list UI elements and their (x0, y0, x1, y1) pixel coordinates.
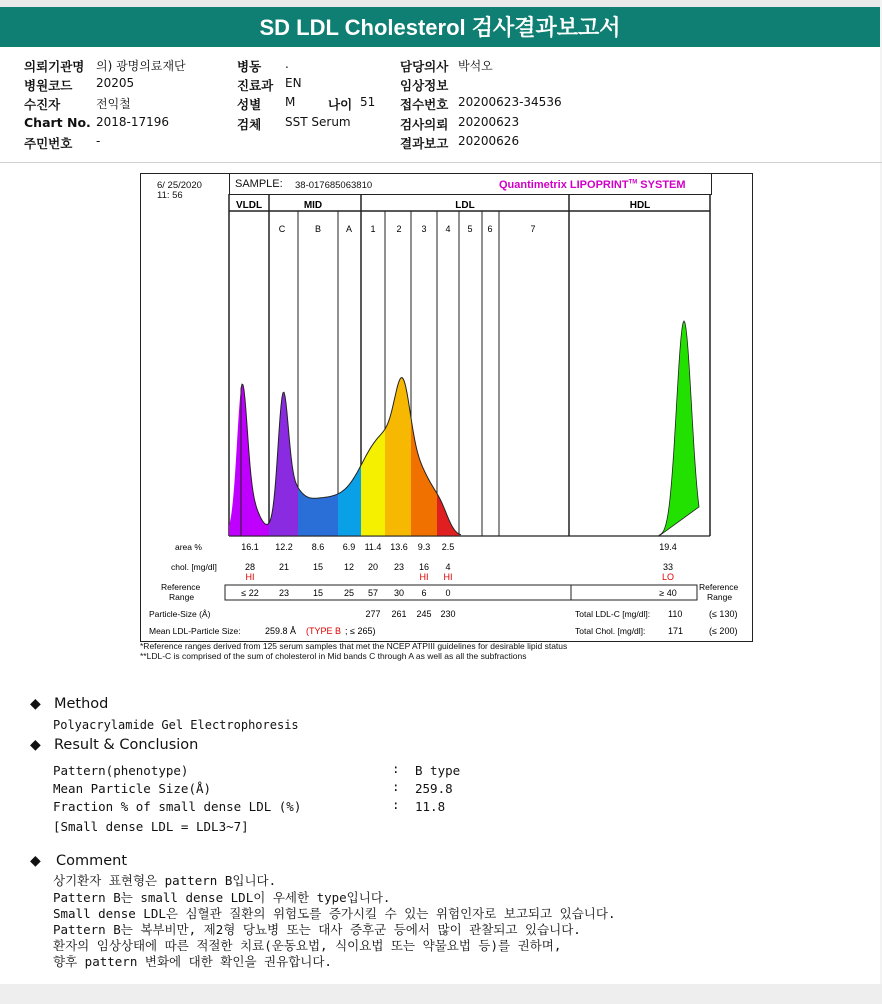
ref-value: ≤ 22 (241, 588, 259, 598)
result-label-size: Mean Particle Size(Å) (53, 781, 212, 796)
ref-value: 25 (343, 588, 355, 598)
label-chart-no: Chart No. (24, 115, 91, 130)
area-value: 11.4 (364, 542, 382, 552)
comment-bullet-icon: ◆ (30, 853, 41, 869)
area-value: 13.6 (390, 542, 408, 552)
brand-name: Quantimetrix LIPOPRINT (499, 179, 629, 191)
chol-value: 15 (312, 562, 324, 572)
value-chart-no: 2018-17196 (96, 115, 170, 129)
value-request-date: 20200623 (458, 115, 520, 129)
result-bullet-icon: ◆ (30, 737, 41, 753)
lipoprint-report (140, 173, 753, 642)
flag-lo: LO (661, 572, 675, 582)
footnote-reference-ranges: *Reference ranges derived from 125 serum samples that met the NCEP ATPIII guidelines for desirable lipid status (140, 641, 568, 651)
comment-line-3: Small dense LDL은 심혈관 질환의 위험도를 증가시킬 수 있는 위험인자로 보고되고 있습니다. (53, 906, 616, 921)
peak-fill-segment (338, 465, 361, 536)
band-label-4: 4 (445, 224, 451, 234)
chol-value: 23 (393, 562, 405, 572)
result-sep-size: : (392, 779, 400, 794)
value-receipt-no: 20200623-34536 (458, 95, 562, 109)
comment-line-6: 향후 pattern 변화에 대한 확인을 권유합니다. (53, 954, 332, 969)
page-footer-strip (0, 984, 882, 1004)
chol-value: 20 (367, 562, 379, 572)
band-label-a: A (345, 224, 353, 234)
group-label-ldl: LDL (455, 200, 475, 211)
particle-size-value: 277 (365, 609, 381, 619)
mean-ldl-size: 259.8 Å (265, 626, 297, 636)
peak-fill-segment (385, 378, 411, 536)
report-date: 6/ 25/2020 (157, 180, 202, 191)
area-value: 8.6 (311, 542, 325, 552)
mean-ldl-ref: ; ≤ 265) (345, 626, 376, 636)
area-value: 16.1 (241, 542, 259, 552)
chol-value: 21 (278, 562, 290, 572)
chol-value: 33 (662, 562, 674, 572)
label-report-date: 결과보고 (400, 136, 449, 151)
label-age: 나이 (328, 97, 353, 112)
group-label-hdl: HDL (629, 200, 651, 211)
flag-hi: HI (245, 572, 255, 582)
row-label-psize: Particle-Size (Å) (149, 609, 211, 619)
result-value-pattern: B type (415, 763, 461, 778)
label-department: 진료과 (237, 78, 274, 93)
method-heading: Method (54, 696, 109, 712)
ref-value: ≥ 40 (659, 588, 677, 598)
group-label-vldl: VLDL (235, 200, 263, 211)
total-ldl-label: Total LDL-C [mg/dl]: (575, 609, 651, 619)
ref-value: 23 (278, 588, 290, 598)
row-label-mean: Mean LDL-Particle Size: (149, 626, 241, 636)
value-ward: . (285, 57, 289, 71)
value-patient-name: 전익철 (96, 97, 131, 111)
flag-hi: HI (443, 572, 453, 582)
ref-right-label1: Reference (699, 582, 739, 592)
chol-value: 4 (445, 562, 451, 572)
label-institution: 의뢰기관명 (24, 59, 85, 74)
value-sex: M (285, 95, 296, 109)
brand-tm: TM (628, 179, 638, 186)
value-resident-no: - (96, 134, 101, 148)
value-institution: 의) 광명의료재단 (96, 59, 186, 73)
area-value: 9.3 (417, 542, 431, 552)
band-label-5: 5 (467, 224, 473, 234)
band-label-6: 6 (487, 224, 493, 234)
flag-hi: HI (419, 572, 429, 582)
label-request-date: 검사의뢰 (400, 117, 449, 132)
report-time: 11: 56 (157, 190, 183, 201)
label-ward: 병동 (237, 59, 262, 74)
band-label-1: 1 (370, 224, 376, 234)
result-sep-fraction: : (392, 797, 400, 812)
label-resident-no: 주민번호 (24, 136, 73, 151)
method-bullet-icon: ◆ (30, 696, 41, 712)
band-label-7: 7 (530, 224, 536, 234)
value-specimen: SST Serum (285, 115, 351, 129)
comment-line-1: 상기환자 표현형은 pattern B입니다. (53, 873, 277, 888)
value-department: EN (285, 76, 302, 90)
electrophoresis-chart (141, 174, 752, 641)
chol-value: 16 (418, 562, 430, 572)
peak-fill-segment (229, 384, 269, 536)
total-chol-value: 171 (668, 626, 684, 636)
particle-size-value: 261 (391, 609, 407, 619)
row-label-ref2: Range (169, 592, 195, 602)
value-physician: 박석오 (458, 59, 493, 73)
area-value: 2.5 (441, 542, 455, 552)
value-report-date: 20200626 (458, 134, 520, 148)
label-patient-name: 수진자 (24, 97, 61, 112)
row-label-ref1: Reference (161, 582, 201, 592)
result-value-size: 259.8 (415, 781, 453, 796)
window-top-strip (0, 0, 882, 7)
method-text: Polyacrylamide Gel Electrophoresis (53, 718, 299, 732)
ref-value: 57 (367, 588, 379, 598)
result-heading: Result & Conclusion (54, 737, 199, 753)
ref-right-label2: Range (707, 592, 733, 602)
result-note: [Small dense LDL = LDL3~7] (53, 819, 249, 834)
label-physician: 담당의사 (400, 59, 449, 74)
band-label-b: B (314, 224, 322, 234)
peak-fill-segment (411, 418, 437, 536)
report-title: SD LDL Cholesterol 검사결과보고서 (0, 7, 880, 47)
result-label-pattern: Pattern(phenotype) (53, 763, 189, 778)
ref-value: 0 (445, 588, 451, 598)
label-clinical-info: 임상정보 (400, 78, 449, 93)
label-receipt-no: 접수번호 (400, 97, 449, 112)
brand-suffix: SYSTEM (637, 179, 686, 191)
footnote-ldl-c: **LDL-C is comprised of the sum of cholesterol in Mid bands C through A as well as all the subfractions (140, 651, 527, 661)
result-value-fraction: 11.8 (415, 799, 446, 814)
chol-value: 28 (244, 562, 256, 572)
mean-ldl-type: (TYPE B (306, 626, 342, 636)
area-value: 6.9 (342, 542, 356, 552)
total-ldl-ref: (≤ 130) (709, 609, 738, 619)
total-ldl-value: 110 (668, 609, 683, 619)
chol-value: 12 (343, 562, 355, 572)
label-specimen: 검체 (237, 117, 262, 132)
comment-line-2: Pattern B는 small dense LDL이 우세한 type입니다. (53, 890, 391, 905)
row-label-chol: chol. [mg/dl] (171, 562, 217, 572)
result-label-fraction: Fraction % of small dense LDL (%) (53, 799, 302, 814)
band-label-3: 3 (421, 224, 427, 234)
sample-label: SAMPLE: (235, 178, 283, 190)
ref-range-box-right (571, 585, 697, 600)
ref-value: 30 (393, 588, 405, 598)
comment-line-4: Pattern B는 복부비만, 제2형 당뇨병 또는 대사 증후군 등에서 많이 관찰되고 있습니다. (53, 922, 581, 937)
header-divider (0, 162, 882, 163)
value-hospital-code: 20205 (96, 76, 135, 90)
comment-heading: Comment (56, 853, 128, 869)
ref-value: 6 (421, 588, 427, 598)
peak-fill-segment (269, 392, 298, 536)
group-label-mid: MID (303, 200, 323, 211)
band-label-2: 2 (396, 224, 402, 234)
ref-value: 15 (312, 588, 324, 598)
label-sex: 성별 (237, 97, 262, 112)
area-value: 12.2 (275, 542, 293, 552)
total-chol-ref: (≤ 200) (709, 626, 738, 636)
particle-size-value: 230 (440, 609, 456, 619)
particle-size-value: 245 (416, 609, 432, 619)
row-label-area: area % (175, 542, 202, 552)
result-sep-pattern: : (392, 761, 400, 776)
comment-line-5: 환자의 임상상태에 따른 적절한 치료(운동요법, 식이요법 또는 약물요법 등)를 권하며, (53, 938, 562, 953)
total-chol-label: Total Chol. [mg/dl]: (575, 626, 646, 636)
label-hospital-code: 병원코드 (24, 78, 73, 93)
band-label-c: C (278, 224, 286, 234)
area-value: 19.4 (659, 542, 677, 552)
hdl-peak (659, 321, 699, 536)
value-age: 51 (360, 95, 376, 109)
sample-id: 38-017685063810 (295, 180, 373, 191)
